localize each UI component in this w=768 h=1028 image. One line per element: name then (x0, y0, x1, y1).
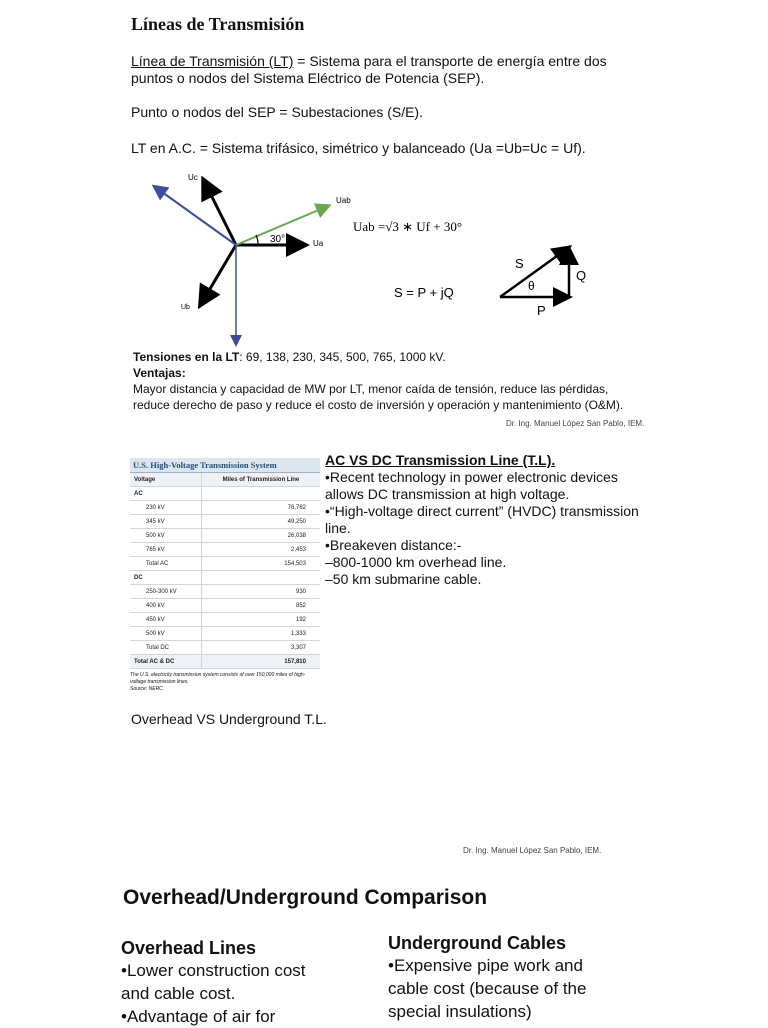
minus-ub-vector (155, 187, 236, 245)
underground-item: cable cost (because of the (388, 979, 587, 998)
theta-label: θ (528, 279, 535, 293)
uc-vector (204, 181, 236, 245)
ub-vector (201, 245, 236, 304)
slide1-credit: Dr. Ing. Manuel López San Pablo, IEM. (506, 419, 645, 428)
table-row: Total AC & DC 157,810 (130, 655, 320, 669)
power-formula: S = P + jQ (394, 285, 454, 300)
col-miles: Miles of Transmission Line (201, 473, 320, 487)
ac-system-text: LT en A.C. = Sistema trifásico, simétrico y balanceado (Ua =Ub=Uc = Uf). (131, 140, 586, 156)
definition-term: Línea de Transmisión (LT) (131, 53, 294, 69)
definition-paragraph (131, 53, 607, 87)
underground-item: •Expensive pipe work and (388, 956, 583, 975)
bullet-2b: line. (325, 520, 351, 536)
voltages-values: : 69, 138, 230, 345, 500, 765, 1000 kV. (239, 350, 446, 364)
table-row: 450 kV 192 (130, 613, 320, 627)
table-header-row (130, 473, 320, 487)
bullet-1b: allows DC transmission at high voltage. (325, 486, 570, 502)
slide1-title: Líneas de Transmisión (131, 14, 305, 34)
section-dc: DC (130, 571, 201, 585)
col-voltage: Voltage (130, 473, 201, 487)
overhead-column (121, 938, 371, 1028)
phasor-diagram (140, 168, 620, 350)
acdc-block (325, 452, 655, 588)
overhead-heading: Overhead Lines (121, 938, 257, 958)
underground-heading: Underground Cables (388, 933, 567, 953)
section-ac: AC (130, 487, 201, 501)
table-row: 250-300 kV 930 (130, 585, 320, 599)
table-row: 400 kV 852 (130, 599, 320, 613)
bullet-5: –50 km submarine cable. (325, 571, 482, 587)
hv-table-figure (130, 458, 320, 693)
table-title: U.S. High-Voltage Transmission System (130, 458, 320, 473)
table-row: 345 kV 49,250 (130, 515, 320, 529)
table-row: Total DC 3,307 (130, 641, 320, 655)
advantages-line1: Mayor distancia y capacidad de MW por LT, menor caída de tensión, reduce las pérdidas, (133, 382, 609, 396)
overhead-item: and cable cost. (121, 984, 236, 1003)
advantages-block (133, 349, 733, 413)
uc-label: Uc (188, 173, 198, 182)
advantages-label: Ventajas: (133, 366, 186, 380)
angle-label: 30° (270, 234, 286, 245)
bullet-3: •Breakeven distance:- (325, 537, 462, 553)
uab-label: Uab (336, 196, 351, 205)
table-row: 500 kV 1,333 (130, 627, 320, 641)
p-label: P (537, 303, 546, 318)
advantages-line2: reduce derecho de paso y reduce el costo de inversión y operación y mantenimiento (O&M). (133, 398, 624, 412)
voltages-label: Tensiones en la LT (133, 350, 240, 364)
bullet-2a: •“High-voltage direct current” (HVDC) transmission (325, 503, 639, 519)
hv-table (130, 473, 320, 669)
slide3-title: Overhead/Underground Comparison (123, 886, 488, 909)
table-row: Total AC 154,503 (130, 557, 320, 571)
q-label: Q (576, 268, 587, 283)
definition-line2: puntos o nodos del Sistema Eléctrico de Potencia (SEP). (131, 70, 485, 86)
overhead-item: •Lower construction cost (121, 961, 306, 980)
overhead-underground-text: Overhead VS Underground T.L. (131, 711, 327, 727)
bullet-1a: •Recent technology in power electronic devices (325, 469, 618, 485)
table-row (130, 571, 320, 585)
table-row: 765 kV 2,453 (130, 543, 320, 557)
table-row (130, 487, 320, 501)
definition-text: = Sistema para el transporte de energía entre dos (293, 53, 607, 69)
nodes-text: Punto o nodos del SEP = Subestaciones (S/E). (131, 104, 423, 120)
table-row: 500 kV 26,038 (130, 529, 320, 543)
overhead-item: •Advantage of air for (121, 1007, 276, 1026)
table-note: The U.S. electricity transmission system consists of over 150,000 miles of high- voltage transmission lines. Source: NERC. (130, 672, 306, 692)
ub-label: Ub (181, 304, 190, 311)
table-row: 230 kV 76,762 (130, 501, 320, 515)
s-label: S (515, 256, 524, 271)
ua-label: Ua (313, 239, 324, 248)
acdc-heading: AC VS DC Transmission Line (T.L). (325, 452, 556, 468)
slide2-credit: Dr. Ing. Manuel López San Pablo, IEM. (463, 846, 602, 855)
uab-formula: Uab =√3 ∗ Uf + 30° (353, 219, 463, 234)
underground-column (388, 933, 648, 1023)
bullet-4: –800-1000 km overhead line. (325, 554, 507, 570)
underground-item: special insulations) (388, 1002, 532, 1021)
